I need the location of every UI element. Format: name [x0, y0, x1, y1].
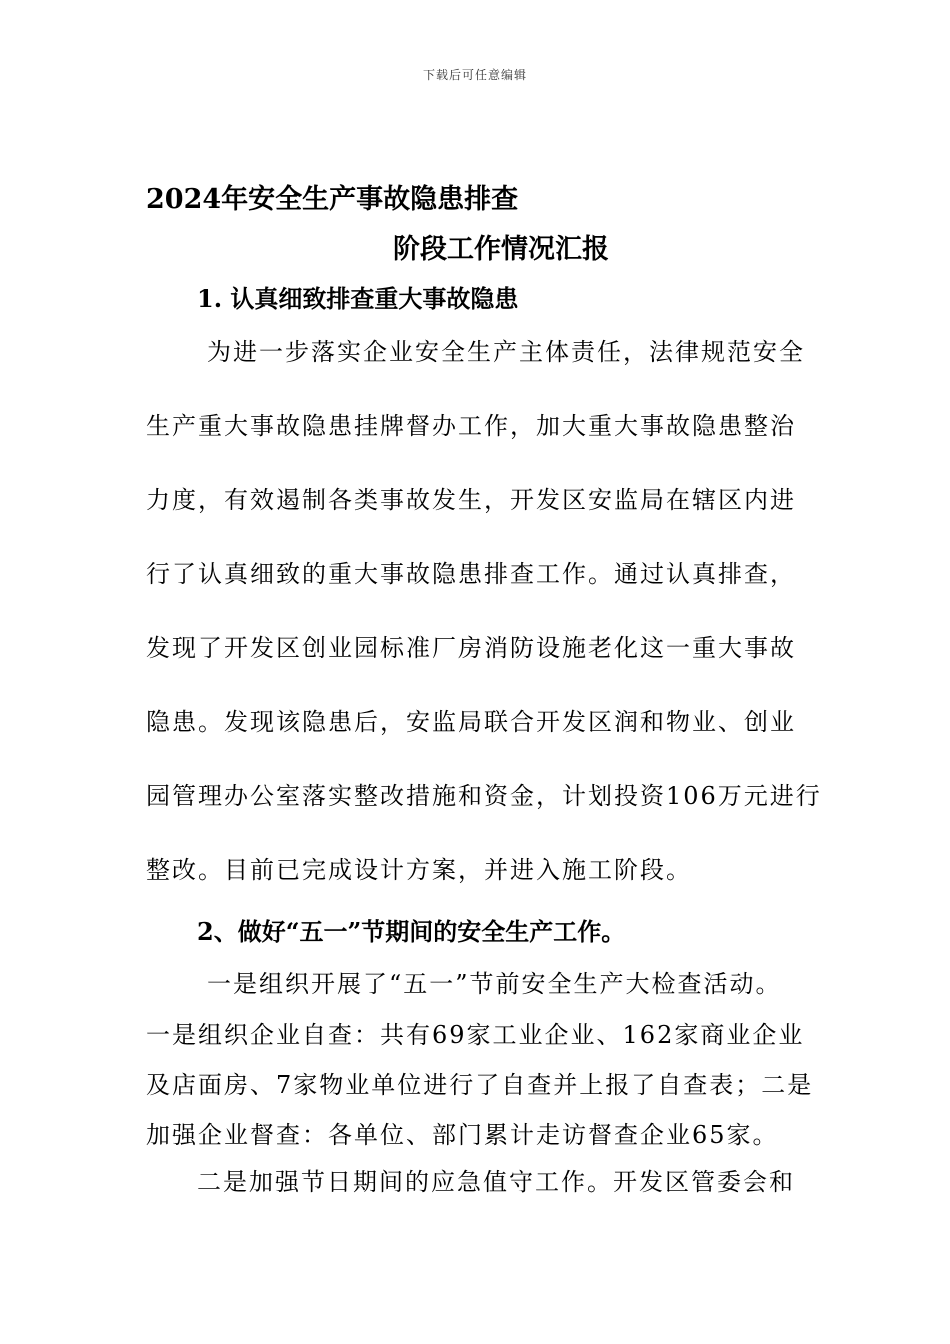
section1-paragraph-line: 隐患。发现该隐患后，安监局联合开发区润和物业、创业	[146, 708, 796, 736]
section2-paragraph-line: 及店面房、7家物业单位进行了自查并上报了自查表；二是	[146, 1071, 814, 1099]
document-title-line2: 阶段工作情况汇报	[393, 234, 609, 265]
section2-paragraph-line: 加强企业督查：各单位、部门累计走访督查企业65家。	[146, 1121, 779, 1149]
section1-paragraph-line: 生产重大事故隐患挂牌督办工作，加大重大事故隐患整治	[146, 412, 796, 440]
document-title-line1: 2024年安全生产事故隐患排查	[146, 184, 519, 215]
section2-paragraph-line: 一是组织开展了“五一”节前安全生产大检查活动。	[207, 970, 782, 998]
header-note: 下载后可任意编辑	[422, 68, 527, 82]
section2-paragraph-line: 一是组织企业自查：共有69家工业企业、162家商业企业	[146, 1021, 805, 1049]
section1-paragraph-line: 整改。目前已完成设计方案，并进入施工阶段。	[146, 856, 692, 884]
section1-heading: 1. 认真细致排查重大事故隐患	[197, 284, 519, 313]
section1-paragraph-line: 力度，有效遏制各类事故发生，开发区安监局在辖区内进	[146, 486, 796, 514]
section1-paragraph-line: 发现了开发区创业园标准厂房消防设施老化这一重大事故	[146, 634, 796, 662]
section1-paragraph-line: 行了认真细致的重大事故隐患排查工作。通过认真排查，	[146, 560, 796, 588]
section2-heading: 2、做好“五一”节期间的安全生产工作。	[197, 917, 626, 946]
section1-paragraph-line: 园管理办公室落实整改措施和资金，计划投资106万元进行	[146, 782, 822, 810]
section1-paragraph-line: 为进一步落实企业安全生产主体责任，法律规范安全	[207, 338, 805, 366]
section2-paragraph-line: 二是加强节日期间的应急值守工作。开发区管委会和	[197, 1168, 795, 1196]
